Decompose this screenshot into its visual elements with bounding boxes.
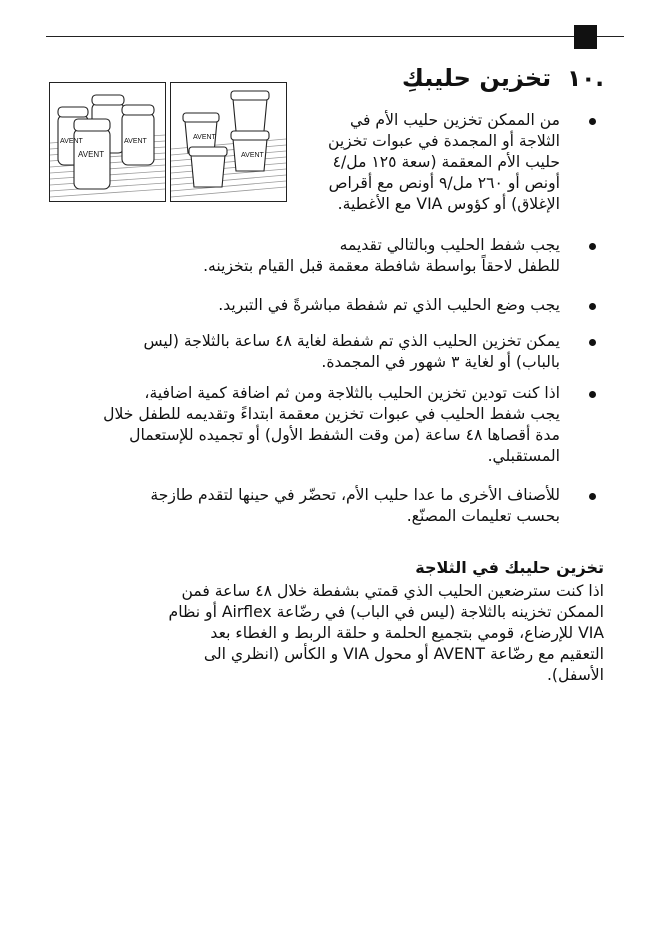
text-line: يمكن تخزين الحليب الذي تم شفطة لغاية ٤٨ ساعة بالثلاجة (ليس: [143, 332, 560, 350]
text-line: الممكن تخزينه بالثلاجة (ليس في الباب) في رضّاعة Airflex أو نظام: [168, 603, 604, 621]
text-line: VIA للإرضاع، قومي بتجميع الحلمة و حلقة الربط و الغطاء بعد: [210, 624, 604, 642]
text-line: الثلاجة أو المجمدة في عبوات تخزين: [327, 132, 560, 150]
bottles-photo: [49, 82, 166, 202]
text-line: أونص أو ٢٦٠ مل/٩ أونص مع أقراص: [328, 174, 560, 192]
fridge-section-title: تخزين حليبك في الثلاجة: [415, 558, 604, 577]
text-line: يجب شفط الحليب وبالتالي تقديمه: [339, 236, 560, 254]
page-corner-marker: [574, 25, 597, 49]
bottle-brand-2: AVENT: [124, 138, 147, 145]
bullet-dot-3: [589, 303, 596, 310]
section-number: .١٠: [567, 66, 604, 92]
section-heading: [402, 64, 604, 92]
bullet-refrigerate-immediately: [218, 295, 560, 316]
bullet-dot-1: [589, 118, 596, 125]
text-line: حليب الأم المعقمة (سعة ١٢٥ مل/٤: [332, 153, 560, 171]
bullet-storage-options: [328, 110, 560, 215]
text-line: اذا كنت تودين تخزين الحليب بالثلاجة ومن ثم اضافة كمية اضافية،: [144, 384, 560, 402]
text-line: يجب شفط الحليب في عبوات تخزين معقمة ابتداءً وتقديمه للطفل خلال: [103, 405, 560, 423]
fridge-section-body: [169, 581, 604, 686]
cup-brand-2: AVENT: [241, 152, 264, 159]
bullet-adding-milk: [103, 383, 560, 467]
text-line: يجب وضع الحليب الذي تم شفطة مباشرةً في التبريد.: [218, 296, 560, 314]
storage-cups-photo: [170, 82, 287, 202]
text-line: الإغلاق) أو كؤوس VIA مع الأغطية.: [337, 195, 560, 213]
text-line: اذا كنت سترضعين الحليب الذي قمتي بشفطة خلال ٤٨ ساعة فمن: [181, 582, 604, 600]
bottle-brand-3: AVENT: [78, 150, 105, 159]
bullet-other-feeds: [150, 485, 560, 527]
text-line: مدة أقصاها ٤٨ ساعة (من وقت الشفط الأول) أو تجميده للإستعمال: [129, 426, 560, 444]
text-line: من الممكن تخزين حليب الأم في: [350, 111, 560, 129]
text-line: بحسب تعليمات المصنّع.: [406, 507, 560, 525]
bullet-dot-5: [589, 391, 596, 398]
storage-cups-illustration: [171, 83, 286, 201]
bullet-dot-6: [589, 493, 596, 500]
top-rule: [46, 36, 624, 37]
bullet-dot-2: [589, 243, 596, 250]
bottle-brand-1: AVENT: [60, 138, 83, 145]
section-title: تخزين حليبكِ: [401, 64, 552, 92]
text-line: للطفل لاحقاً بواسطة شافطة معقمة قبل القيام بتخزينه.: [203, 257, 560, 275]
bullet-storage-duration: [143, 331, 560, 373]
text-line: المستقبلي.: [487, 447, 560, 465]
text-line: التعقيم مع رضّاعة AVENT أو محول VIA و الكأس (انظري الى: [203, 645, 604, 663]
bullet-sterile-pump: [203, 235, 560, 277]
text-line: بالباب) أو لغاية ٣ شهور في المجمدة.: [321, 353, 560, 371]
cup-brand-1: AVENT: [193, 134, 216, 141]
bullet-dot-4: [589, 339, 596, 346]
text-line: للأصناف الأخرى ما عدا حليب الأم، تحضّر في حينها لتقدم طازجة: [150, 486, 560, 504]
text-line: الأسفل).: [546, 666, 604, 684]
bottles-illustration: [50, 83, 165, 201]
